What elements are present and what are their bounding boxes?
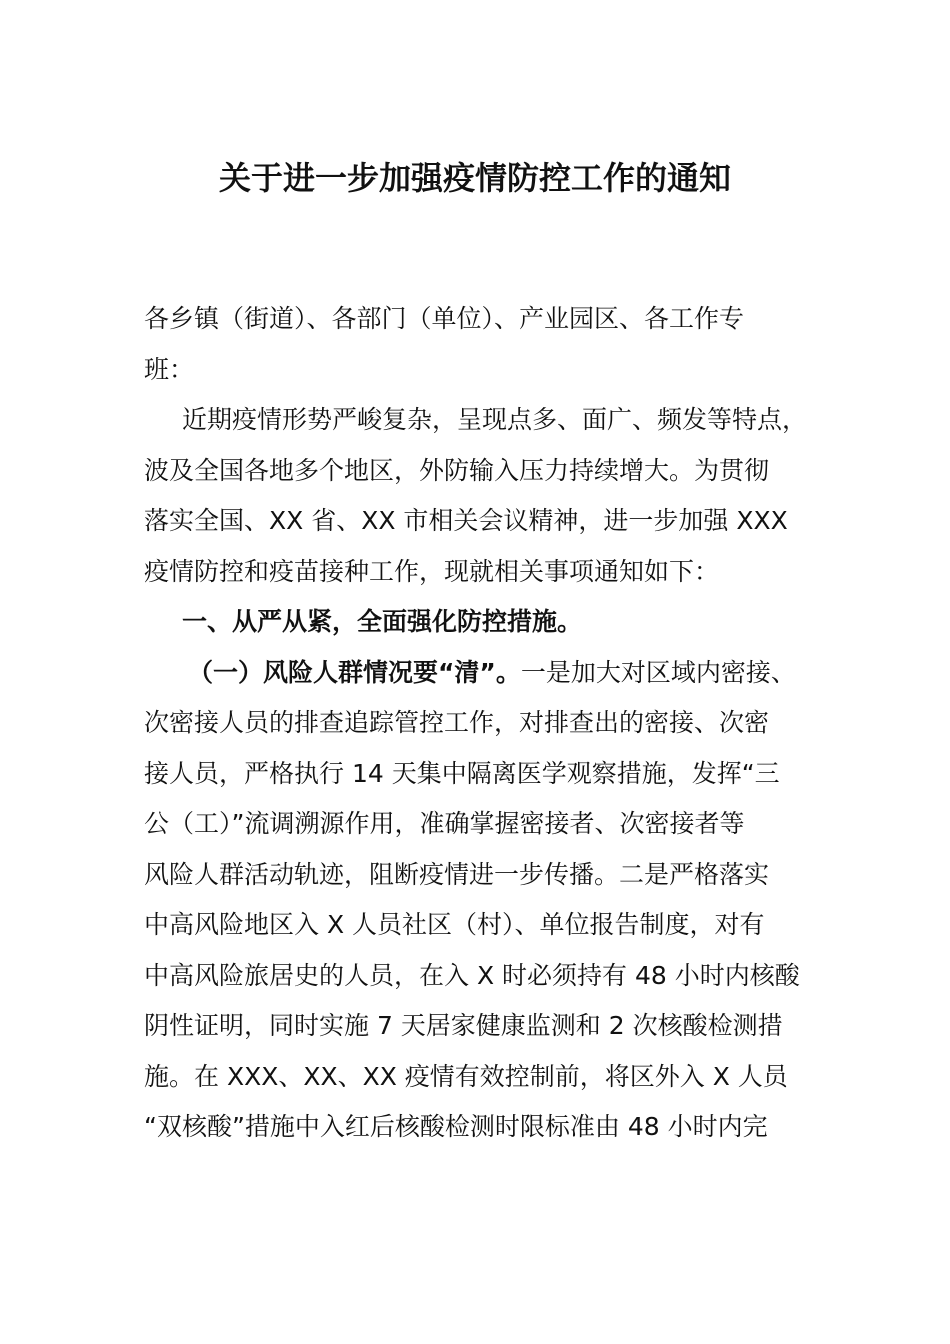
subsection-paragraph-line: 公（工）”流调溯源作用，准确掌握密接者、次密接者等 [144,809,745,838]
subsection-paragraph-line: 中高风险地区入 X 人员社区（村）、单位报告制度，对有 [144,910,765,939]
subsection-paragraph-line: 施。在 XXX、XX、XX 疫情有效控制前，将区外入 X 人员 [144,1061,788,1091]
document-title: 关于进一步加强疫情防控工作的通知 [218,159,731,197]
document-body [144,294,820,1153]
intro-paragraph-line: 波及全国各地多个地区，外防输入压力持续增大。为贯彻 [144,455,770,485]
subsection-paragraph-line: 次密接人员的排查追踪管控工作，对排查出的密接、次密 [144,708,770,737]
intro-paragraph-line: 落实全国、XX 省、XX 市相关会议精神，进一步加强 XXX [144,506,788,535]
salutation-line-2: 班： [144,354,195,384]
subsection-paragraph-line: 接人员，严格执行 14 天集中隔离医学观察措施，发挥“三 [144,758,780,788]
subsection-paragraph-line: “双核酸”措施中入红后核酸检测时限标准由 48 小时内完 [144,1112,768,1141]
subsection-first-line [144,648,820,699]
subsection-text-start: 一是加大对区域内密接、 [520,657,796,687]
subsection-paragraph-line: 中高风险旅居史的人员，在入 X 时必须持有 48 小时内核酸 [144,960,800,990]
subsection-paragraph-line: 阴性证明，同时实施 7 天居家健康监测和 2 次核酸检测措 [144,1011,783,1040]
salutation-line-1: 各乡镇（街道）、各部门（单位）、产业园区、各工作专 [144,304,745,333]
section-heading-1: 一、从严从紧，全面强化防控措施。 [182,607,583,636]
subsection-heading-1: （一）风险人群情况要“清”。 [188,657,521,687]
subsection-paragraph-line: 风险人群活动轨迹，阻断疫情进一步传播。二是严格落实 [144,859,770,889]
intro-paragraph-line: 疫情防控和疫苗接种工作，现就相关事项通知如下： [144,556,720,586]
intro-paragraph-line: 近期疫情形势严峻复杂，呈现点多、面广、频发等特点， [182,405,808,434]
